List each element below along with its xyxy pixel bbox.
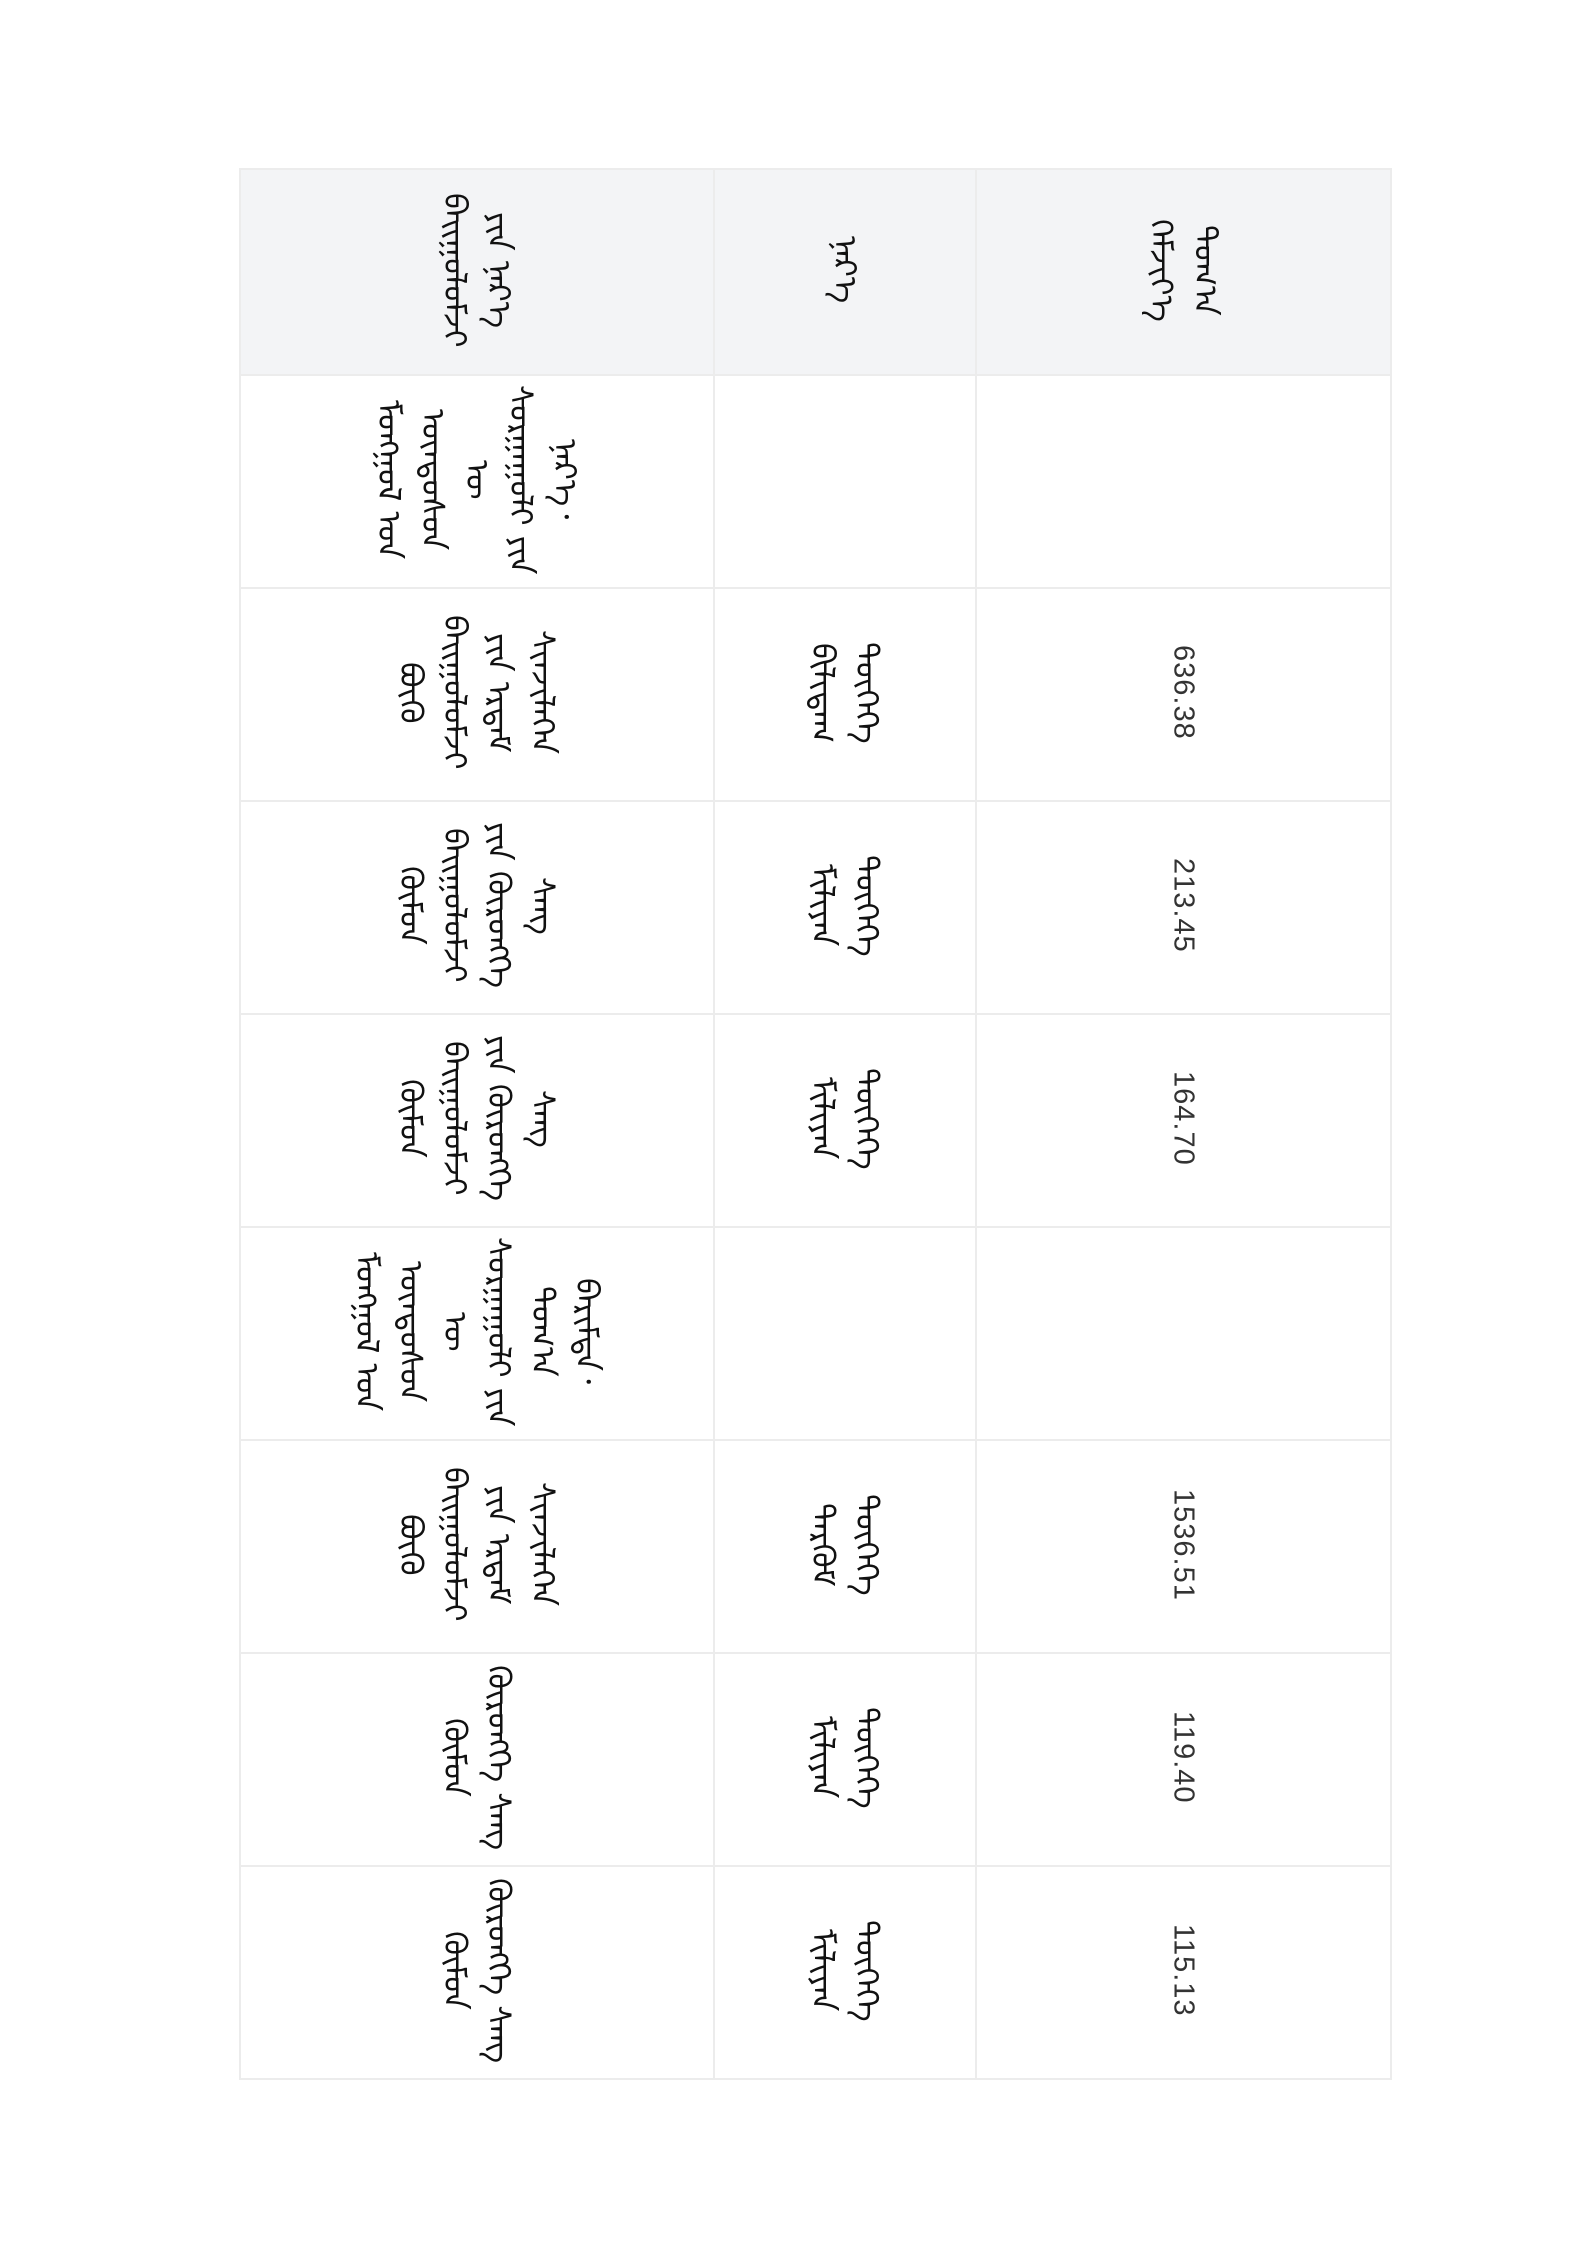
cell-value <box>976 1227 1391 1440</box>
cell-value <box>976 801 1391 1014</box>
header-value-label: ᠬᠡᠮᠵᠢᠶ᠎ᠡ ᠲᠣᠭ᠎ᠠ <box>1142 218 1225 322</box>
row-text: ᠬᠦᠮᠦᠨ ᠪᠠᠢᠭᠤᠯᠤᠮᠵᠢ ᠶᠢᠨ ᠬᠦᠷᠦᠩᠭᠡ ᠰᠠᠩ <box>392 822 562 989</box>
cell-unit <box>714 375 976 588</box>
row-unit: ᠪᠢᠯᠢᠳᠠᠭ ᠲᠦᠭᠡᠭᠡ <box>804 641 886 744</box>
cell-value <box>976 1440 1391 1653</box>
header-text-label: ᠪᠠᠢᠭᠤᠯᠤᠮᠵᠢ ᠶᠢᠨ ᠨᠡᠷ᠎ᠡ <box>436 192 518 348</box>
row-unit: ᠮᠢᠯᠢᠶᠠᠨ ᠲᠦᠭᠡᠭᠡ <box>804 1919 886 2022</box>
row-value: 213.45 <box>1167 858 1200 953</box>
cell-value <box>976 588 1391 801</box>
row-value: 1536.51 <box>1167 1488 1200 1601</box>
data-table <box>239 168 1392 2080</box>
header-cell-text <box>240 169 714 375</box>
table-row <box>240 801 1391 1014</box>
row-value: 636.38 <box>1167 645 1200 740</box>
cell-value <box>976 1653 1391 1866</box>
cell-unit <box>714 1653 976 1866</box>
cell-text <box>240 588 714 801</box>
row-text: ᠬᠦᠮᠦᠨ ᠪᠠᠢᠭᠤᠯᠤᠮᠵᠢ ᠶᠢᠨ ᠬᠦᠷᠦᠩᠭᠡ ᠰᠠᠩ <box>392 1035 562 1202</box>
row-value: 119.40 <box>1167 1711 1200 1804</box>
row-text: ᠬᠦᠮᠦᠨ ᠬᠦᠷᠦᠩᠭᠡ ᠰᠠᠩ <box>436 1664 518 1851</box>
cell-text <box>240 1014 714 1227</box>
row-value: 164.70 <box>1167 1071 1200 1166</box>
cell-text <box>240 1440 714 1653</box>
table-row <box>240 1866 1391 2079</box>
header-cell-value <box>976 169 1391 375</box>
cell-text <box>240 1653 714 1866</box>
cell-unit <box>714 801 976 1014</box>
table-row <box>240 375 1391 588</box>
header-cell-unit <box>714 169 976 375</box>
cell-unit <box>714 1866 976 2079</box>
header-unit-label: ᠨᠡᠷ᠎ᠡ <box>826 236 864 304</box>
row-text: ᠪᠦᠬᠦ ᠪᠠᠢᠭᠤᠯᠤᠮᠵᠢ ᠶᠢᠨ ᠡᠷᠳᠡᠮ ᠰᠢᠨᠵᠢᠯᠡᠭᠡᠨ <box>392 1467 562 1622</box>
cell-text <box>240 1866 714 2079</box>
cell-unit <box>714 588 976 801</box>
row-text: ᠮᠣᠩᠭᠣᠯ ᠤᠨ ᠦᠨᠳᠦᠰᠦᠨ ᠦ ᠰᠤᠷᠭᠠᠭᠤᠯᠢ ᠶᠢᠨ ᠲᠣᠭ᠎ᠠ ᠪᠠᠷᠢᠮᠲᠠ᠂ <box>348 1236 606 1427</box>
row-unit: ᠲᠡᠷᠬᠦᠮ ᠲᠦᠭᠡᠭᠡ <box>804 1493 886 1596</box>
row-unit: ᠮᠢᠯᠢᠶᠠᠨ ᠲᠦᠭᠡᠭᠡ <box>804 1067 886 1170</box>
row-unit: ᠮᠢᠯᠢᠶᠠᠨ ᠲᠦᠭᠡᠭᠡ <box>804 1706 886 1809</box>
row-unit: ᠮᠢᠯᠢᠶᠠᠨ ᠲᠦᠭᠡᠭᠡ <box>804 854 886 957</box>
cell-text <box>240 801 714 1014</box>
row-value: 115.13 <box>1167 1924 1200 2017</box>
cell-value <box>976 1866 1391 2079</box>
table-header-row <box>240 169 1391 375</box>
table-row <box>240 1440 1391 1653</box>
row-text: ᠪᠦᠬᠦ ᠪᠠᠢᠭᠤᠯᠤᠮᠵᠢ ᠶᠢᠨ ᠡᠷᠳᠡᠮ ᠰᠢᠨᠵᠢᠯᠡᠭᠡᠨ <box>392 615 562 770</box>
table-row <box>240 1227 1391 1440</box>
cell-unit <box>714 1227 976 1440</box>
cell-text <box>240 375 714 588</box>
table-row <box>240 1014 1391 1227</box>
cell-value <box>976 375 1391 588</box>
cell-unit <box>714 1014 976 1227</box>
table-row <box>240 588 1391 801</box>
row-text: ᠬᠦᠮᠦᠨ ᠬᠦᠷᠦᠩᠭᠡ ᠰᠠᠩ <box>436 1877 518 2064</box>
row-text: ᠮᠣᠩᠭᠣᠯ ᠤᠨ ᠦᠨᠳᠦᠰᠦᠨ ᠦ ᠰᠤᠷᠭᠠᠭᠤᠯᠢ ᠶᠢᠨ ᠨᠡᠷ᠎ᠡ᠂ <box>370 384 584 575</box>
cell-unit <box>714 1440 976 1653</box>
cell-value <box>976 1014 1391 1227</box>
table-row <box>240 1653 1391 1866</box>
cell-text <box>240 1227 714 1440</box>
